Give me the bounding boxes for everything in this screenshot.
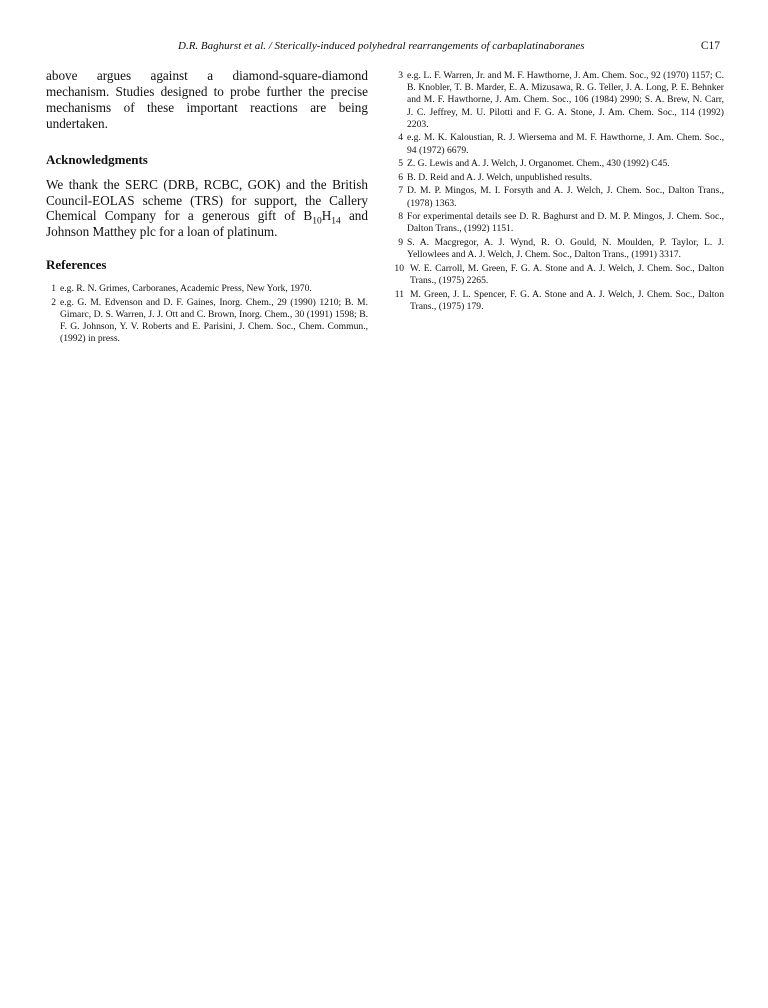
running-head-title: D.R. Baghurst et al. / Sterically-induced polyhedral rearrangements of carbaplatinaboranes: [178, 40, 585, 52]
reference-list-right: [392, 70, 724, 313]
reference-item: [392, 70, 724, 131]
reference-text: S. A. Macgregor, A. J. Wynd, R. O. Gould, N. Moulden, P. Taylor, L. J. Yellowlees and A. J. Welch, J. Chem. Soc., Dalton Trans., (1991) 3317.: [407, 236, 724, 261]
reference-item: [46, 283, 368, 295]
acknowledgments-text: [46, 177, 368, 241]
reference-number: 7: [398, 185, 403, 197]
reference-number: 8: [398, 211, 403, 223]
reference-number: 4: [398, 132, 403, 144]
reference-item: [392, 263, 724, 287]
reference-list-left: [46, 283, 368, 345]
reference-text: M. Green, J. L. Spencer, F. G. A. Stone and A. J. Welch, J. Chem. Soc., Dalton Trans., (1975) 179.: [410, 288, 724, 312]
ack-subscript-2: 14: [331, 216, 341, 227]
closing-paragraph: above argues against a diamond-square-diamond mechanism. Studies designed to probe further the precise mechanisms of these important reactions are being undertaken.: [46, 68, 368, 131]
reference-number: 2: [51, 296, 56, 308]
reference-text: Z. G. Lewis and A. J. Welch, J. Organomet. Chem., 430 (1992) C45.: [407, 158, 670, 170]
reference-text: e.g. G. M. Edvenson and D. F. Gaines, Inorg. Chem., 29 (1990) 1210; B. M. Gimarc, D. S. Warren, J. J. Ott and C. Brown, Inorg. Chem., 30 (1991) 1598; B. F. G. Johnson, Y. V. Roberts and E. Parisini, J. Chem. Soc., Chem. Commun., (1992) in press.: [60, 296, 368, 345]
reference-text: e.g. M. K. Kaloustian, R. J. Wiersema and M. F. Hawthorne, J. Am. Chem. Soc., 94 (1972) 6679.: [407, 132, 724, 156]
ack-text-part-3: and Johnson Matthey plc for a loan of platinum.: [46, 208, 368, 240]
left-column: [46, 68, 368, 347]
reference-item: [392, 132, 724, 156]
reference-number: 3: [398, 70, 403, 81]
reference-number: 9: [398, 236, 403, 248]
reference-number: 10: [394, 262, 404, 274]
page-number: C17: [700, 40, 720, 52]
reference-text: For experimental details see D. R. Baghurst and D. M. P. Mingos, J. Chem. Soc., Dalton Trans., (1992) 1151.: [407, 211, 724, 235]
reference-item: [392, 172, 724, 184]
reference-item: [392, 289, 724, 313]
reference-item: [392, 237, 724, 261]
ack-text-part-2: H: [321, 208, 332, 224]
reference-number: 5: [398, 158, 403, 170]
reference-text: e.g. R. N. Grimes, Carboranes, Academic Press, New York, 1970.: [60, 283, 312, 295]
reference-number: 11: [394, 288, 404, 300]
reference-text: D. M. P. Mingos, M. I. Forsyth and A. J. Welch, J. Chem. Soc., Dalton Trans., (1978) 1363.: [407, 185, 724, 209]
references-heading: References: [46, 257, 107, 273]
ack-text-part-1: We thank the SERC (DRB, RCBC, GOK) and the British Council-EOLAS scheme (TRS) for support, the Callery Chemical Company for a generous gift of B: [46, 176, 368, 224]
reference-item: [46, 297, 368, 346]
acknowledgments-heading: Acknowledgments: [46, 151, 148, 167]
reference-item: [392, 158, 724, 170]
reference-item: [392, 211, 724, 235]
ack-subscript-1: 10: [312, 216, 322, 227]
right-column: [392, 70, 724, 314]
reference-number: 6: [398, 171, 403, 183]
reference-item: [392, 185, 724, 209]
reference-number: 1: [51, 283, 56, 295]
running-head: [0, 40, 768, 56]
reference-text: B. D. Reid and A. J. Welch, unpublished results.: [407, 171, 593, 183]
reference-text: W. E. Carroll, M. Green, F. G. A. Stone and A. J. Welch, J. Chem. Soc., Dalton Trans., (1975) 2265.: [410, 262, 724, 286]
reference-text: e.g. L. F. Warren, Jr. and M. F. Hawthorne, J. Am. Chem. Soc., 92 (1970) 1157; C. B. Knobler, T. B. Marder, E. A. Mizusawa, R. G. Teller, J. A. Long, P. E. Behnker and M. F. Hawthorne, J. Am. Chem. Soc., 106 (1984) 2990; S. A. Brew, N. Carr, J. C. Jeffrey, M. U. Pilotti and F. G. A. Stone, J. Am. Chem. Soc., 114 (1992) 2203.: [407, 70, 724, 130]
